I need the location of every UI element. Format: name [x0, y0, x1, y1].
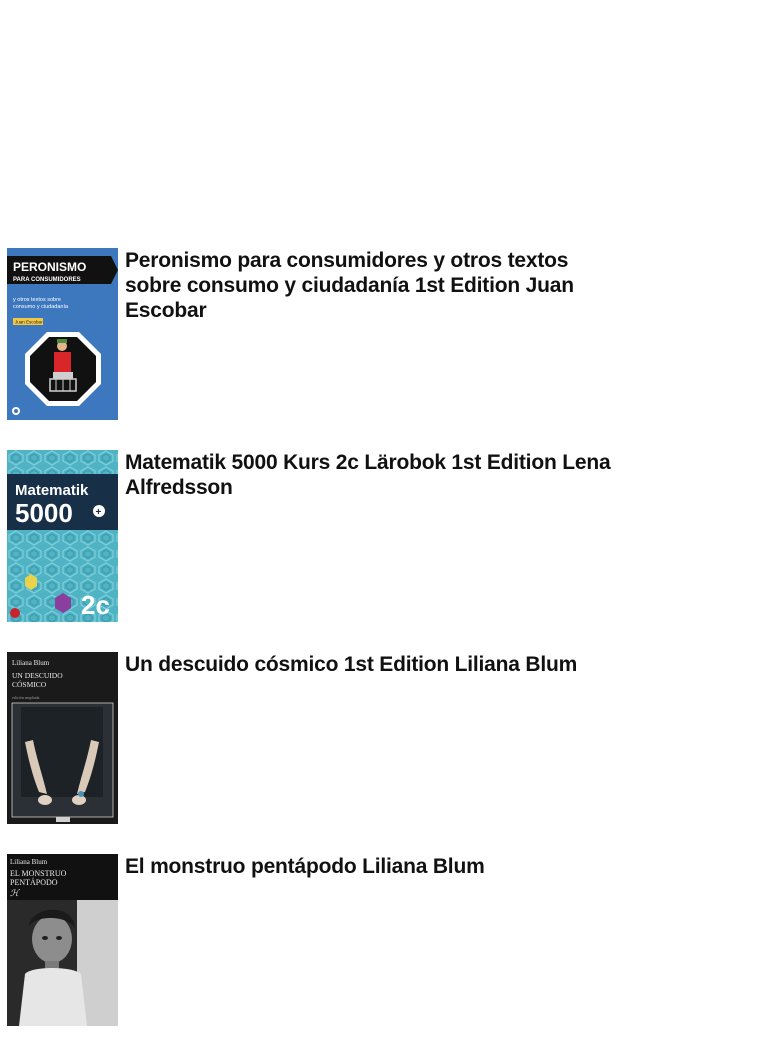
svg-text:+: +: [95, 507, 102, 518]
cover-heading: UN DESCUIDO: [12, 671, 63, 680]
book-title[interactable]: Un descuido cósmico 1st Edition Liliana Blum: [125, 653, 578, 676]
book-list: [7, 248, 747, 1056]
book-cover-monstruo[interactable]: [7, 854, 118, 1026]
cover-course: 2c: [81, 590, 110, 620]
cover-heading: PENTÁPODO: [10, 878, 58, 887]
book-cover-matematik[interactable]: [7, 450, 118, 622]
cover-tagline: consumo y ciudadanía: [13, 304, 69, 310]
book-title[interactable]: Matematik 5000 Kurs 2c Lärobok 1st Edition Lena Alfredsson: [125, 451, 611, 499]
cover-heading: Matematik: [15, 482, 89, 499]
stop-sign-shopper-icon: [7, 248, 118, 420]
cover-author: Liliana Blum: [12, 659, 50, 667]
hands-photo-icon: [7, 652, 118, 824]
cover-heading: CÓSMICO: [12, 680, 47, 689]
book-title[interactable]: El monstruo pentápodo Liliana Blum: [125, 855, 485, 878]
cover-author: Liliana Blum: [10, 858, 48, 866]
cover-number: 5000: [15, 498, 73, 528]
book-title[interactable]: Peronismo para consumidores y otros textos sobre consumo y ciudadanía 1st Edition Juan Escobar: [125, 249, 574, 322]
cover-author: Juan Escobar: [15, 319, 43, 325]
svg-text:ℋ: ℋ: [10, 888, 19, 898]
girl-photo-icon: [7, 854, 118, 1026]
cover-tagline: y otros textos sobre: [13, 297, 61, 303]
book-cover-descuido[interactable]: [7, 652, 118, 824]
book-item-descuido[interactable]: [7, 652, 747, 824]
book-item-peronismo[interactable]: [7, 248, 747, 420]
book-item-matematik[interactable]: [7, 450, 747, 622]
hexagon-pattern-icon: [7, 450, 118, 622]
cover-subheading: PARA CONSUMIDORES: [13, 277, 81, 283]
book-item-monstruo[interactable]: [7, 854, 747, 1026]
cover-heading: EL MONSTRUO: [10, 869, 67, 878]
book-cover-peronismo[interactable]: [7, 248, 118, 420]
cover-heading: PERONISMO: [13, 260, 87, 274]
cover-edition: edición ampliada: [12, 695, 40, 700]
